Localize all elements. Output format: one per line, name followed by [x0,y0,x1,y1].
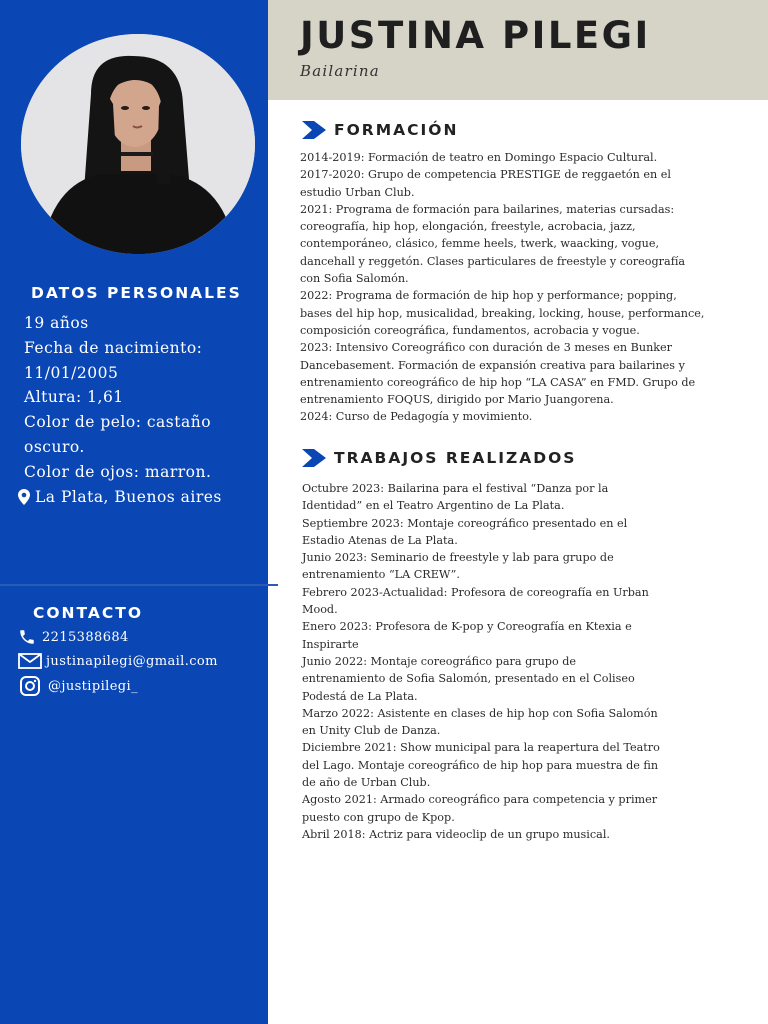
trabajos-line: Estadio Atenas de La Plata. [302,533,458,547]
trabajos-line: entrenamiento de Sofia Salomón, presentado en el Coliseo [302,672,635,686]
formacion-line: bases del hip hop, musicalidad, breaking, locking, house, performance, [300,306,705,320]
trabajos-line: Diciembre 2021: Show municipal para la reapertura del Teatro [302,741,660,755]
trabajos-line: Febrero 2023-Actualidad: Profesora de coreografía en Urban [302,585,649,599]
trabajos-line: Inspirarte [302,637,359,651]
formacion-line: 2024: Curso de Pedagogía y movimiento. [300,410,533,424]
hair-color-text-cont: oscuro. [24,437,85,456]
formacion-line: 2022: Programa de formación de hip hop y performance; popping, [300,289,677,303]
personal-data-list [24,311,264,509]
birth-label: Fecha de nacimiento: [24,338,203,357]
sidebar-divider [0,584,278,586]
formacion-line: estudio Urban Club. [300,185,415,199]
trabajos-line: Junio 2022: Montaje coreográfico para grupo de [302,654,577,668]
trabajos-title: TRABAJOS REALIZADOS [334,449,577,467]
height-text: Altura: 1,61 [24,388,124,407]
trabajos-line: Agosto 2021: Armado coreográfico para competencia y primer [302,793,658,807]
person-name: JUSTINA PILEGI [300,14,651,57]
formacion-line: entrenamiento coreográfico de hip hop “LA CASA” en FMD. Grupo de [300,375,696,389]
birth-date: 11/01/2005 [24,363,119,382]
trabajos-body [302,480,660,843]
formacion-title: FORMACIÓN [334,121,459,139]
formacion-line: contemporáneo, clásico, femme heels, twerk, waacking, vogue, [300,237,660,251]
person-role: Bailarina [300,62,380,80]
location-text: La Plata, Buenos aires [35,487,222,506]
location-pin-icon [18,489,30,505]
sidebar [0,0,268,1024]
contact-title: CONTACTO [33,604,144,622]
trabajos-line: puesto con grupo de Kpop. [302,810,455,824]
location-row [18,485,264,510]
formacion-line: dancehall y reggetón. Clases particulares de freestyle y coreografía [300,254,686,268]
trabajos-line: Mood. [302,603,338,617]
trabajos-line: Podestá de La Plata. [302,689,418,703]
chevron-arrow-icon [302,121,326,139]
formacion-line: con Sofia Salomón. [300,272,409,286]
header-banner [268,0,768,100]
envelope-icon [18,653,42,669]
email-text: justinapilegi@gmail.com [46,653,218,669]
contact-instagram[interactable] [18,676,138,696]
trabajos-line: en Unity Club de Danza. [302,724,441,738]
trabajos-line: Septiembre 2023: Montaje coreográfico presentado en el [302,516,628,530]
trabajos-line: Abril 2018: Actriz para videoclip de un grupo musical. [302,827,610,841]
formacion-line: 2014-2019: Formación de teatro en Domingo Espacio Cultural. [300,151,658,164]
formacion-line: composición coreográfica, fundamentos, acrobacia y vogue. [300,323,640,337]
formacion-line: Dancebasement. Formación de expansión creativa para bailarines y [300,358,685,372]
instagram-icon [20,676,40,696]
formacion-heading [302,121,458,139]
eye-color-text: Color de ojos: marron. [24,462,212,481]
contact-email[interactable] [18,653,218,669]
formacion-line: 2021: Programa de formación para bailarines, materias cursadas: [300,202,675,216]
trabajos-line: del Lago. Montaje coreográfico de hip hop para muestra de fin [302,758,659,772]
chevron-arrow-icon [302,449,326,467]
trabajos-line: entrenamiento “LA CREW”. [302,568,460,582]
trabajos-line: Marzo 2022: Asistente en clases de hip hop con Sofia Salomón [302,706,658,720]
formacion-body [300,149,704,426]
formacion-line: 2017-2020: Grupo de competencia PRESTIGE de reggaetón en el [300,168,671,182]
age-text: 19 años [24,314,89,332]
instagram-text: @justipilegi_ [48,678,138,694]
trabajos-line: de año de Urban Club. [302,776,431,790]
trabajos-line: Enero 2023: Profesora de K-pop y Coreografía en Ktexia e [302,620,632,634]
trabajos-line: Octubre 2023: Bailarina para el festival “Danza por la [302,482,609,495]
formacion-line: 2023: Intensivo Coreográfico con duración de 3 meses en Bunker [300,341,673,355]
trabajos-heading [302,449,576,467]
trabajos-line: Junio 2023: Seminario de freestyle y lab para grupo de [302,551,614,565]
phone-text: 2215388684 [42,629,129,645]
phone-icon [18,628,36,646]
formacion-line: entrenamiento FOQUS, dirigido por Mario Juangorena. [300,393,614,407]
trabajos-line: Identidad” en el Teatro Argentino de La Plata. [302,499,565,513]
personal-data-title: DATOS PERSONALES [31,284,242,302]
profile-photo [21,34,255,254]
formacion-line: coreografía, hip hop, elongación, freestyle, acrobacia, jazz, [300,220,636,234]
hair-color-text: Color de pelo: castaño [24,413,212,432]
contact-phone[interactable] [18,628,129,646]
